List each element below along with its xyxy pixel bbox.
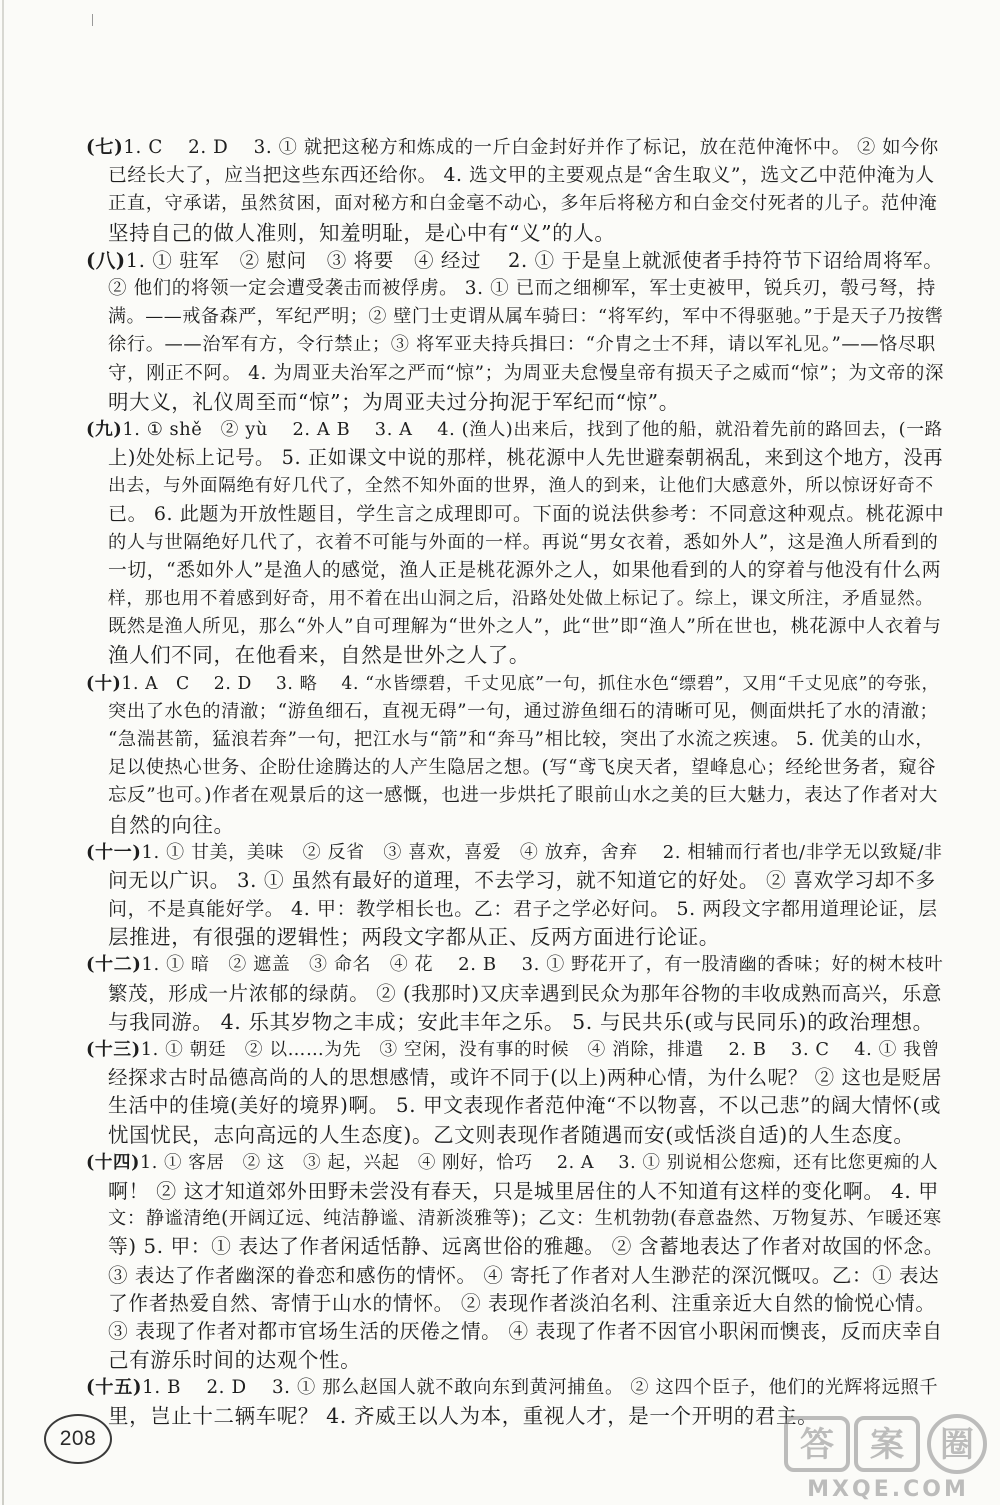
answer-line [108, 782, 944, 810]
answer-text: 文：静谧清绝(开阔辽远、纯洁静谧、清新淡雅等)；乙文：生机勃勃(春意盎然、万物复苏、乍暖还寒 [108, 1208, 942, 1230]
answer-line [108, 1064, 944, 1092]
section-label: (十) [86, 673, 122, 694]
answer-line [86, 1374, 944, 1402]
answer-text: 突出了水色的清澈；“游鱼细石，直视无碍”一句，通过游鱼细石的清晰可见，侧面烘托了水的清澈； [108, 700, 939, 722]
answer-text: ③ 表达了作者幽深的眷恋和感伤的情怀。 ④ 寄托了作者对人生渺茫的深沉慨叹。乙：① 表达 [108, 1263, 940, 1287]
page-number-text: 208 [59, 1427, 97, 1450]
answer-line [86, 1036, 944, 1064]
watermark-char-3: 圈 [940, 1425, 974, 1465]
section-label: (十三) [86, 1039, 141, 1060]
answer-line [108, 1177, 944, 1205]
section-label: (八) [86, 248, 126, 272]
answer-text: 1. ① shě ② yù 2. A B 3. A 4. (渔人)出来后，找到了他的船，就沿着先前的路回去，(一路 [122, 419, 943, 440]
answer-text: 了作者热爱自然、寄情于山水的情怀。 ② 表现作者淡泊名利、注重亲近大自然的愉悦心情。 [108, 1291, 936, 1315]
answer-line [108, 1262, 944, 1290]
answer-text: 1. ① 暗 ② 遮盖 ③ 命名 ④ 花 2. B 3. ① 野花开了，有一股清幽的香味；好的树木枝叶 [141, 954, 944, 976]
section-label: (七) [86, 137, 124, 158]
watermark-char-2: 案 [870, 1425, 904, 1465]
answer-text: 出去，与外面隔绝有好几代了，全然不知外面的世界，渔人的到来，让他们大感意外，所以惊讶好奇不 [108, 476, 934, 497]
binding-edge [2, 0, 4, 1505]
answer-line [108, 698, 944, 726]
answer-line [86, 670, 944, 698]
answer-text: 上)处处标上记号。 5. 正如课文中说的那样，桃花源中人先世避秦朝祸乱，来到这个地方，没再 [108, 446, 944, 470]
answer-line [108, 1008, 944, 1036]
answer-line [108, 557, 944, 585]
answer-line [108, 754, 944, 782]
watermark-logo [780, 1412, 995, 1502]
answer-text: 足以使热心世务、企盼仕途腾达的人产生隐居之想。(写“鸢飞戾天者，望峰息心；经纶世务者，窥谷 [108, 757, 937, 779]
answer-line [86, 416, 944, 444]
answer-text: ③ 表现了作者对都市官场生活的厌倦之情。 ④ 表现了作者不因官小职闲而懊丧，反而庆幸自 [108, 1319, 943, 1343]
answer-line [108, 444, 944, 472]
answer-line [108, 1205, 944, 1233]
answer-text: 己有游乐时间的达观个性。 [108, 1348, 362, 1373]
answer-text: 经探求古时品德高尚的人的思想感情，或许不同于(以上)两种心情，为什么呢？ ② 这也是贬居 [108, 1066, 943, 1090]
answer-section [86, 134, 944, 247]
answer-line [108, 980, 944, 1008]
answer-section [86, 951, 944, 1036]
answer-line [108, 162, 944, 190]
answer-line [108, 1233, 944, 1261]
answer-text: 与我同游。 4. 乐其岁物之丰成；安此丰年之乐。 5. 与民共乐(或与民同乐)的政治理想。 [108, 1009, 934, 1034]
answer-text: 正直，守承诺，虽然贫困，面对秘方和白金毫不动心，多年后将秘方和白金交付死者的儿子。范仲淹 [108, 193, 938, 215]
answer-text: 里，岂止十二辆车呢？ 4. 齐威王以人为本，重视人才，是一个开明的君主。 [108, 1404, 819, 1429]
section-label: (十五) [86, 1377, 143, 1399]
crop-mark [92, 14, 93, 26]
answer-section [86, 1036, 944, 1149]
answer-line [108, 867, 944, 895]
watermark-url: MXQE.COM [807, 1477, 969, 1502]
answer-text: 已。 6. 此题为开放性题目，学生言之成理即可。下面的说法供参考：不同意这种观点。桃花源中 [108, 503, 945, 526]
section-label: (十二) [86, 954, 142, 976]
answer-text: 1. C 2. D 3. ① 就把这秘方和炼成的一斤白金封好并作了标记，放在范仲淹怀中。 ② 如今你 [123, 137, 939, 158]
answer-line [108, 500, 944, 528]
answer-line [108, 726, 944, 754]
answer-line [108, 895, 944, 923]
answer-text: 忘反”也可。)作者在观景后的这一感慨，也进一步烘托了眼前山水之美的巨大魅力，表达了作者对大 [108, 785, 938, 807]
answer-line [108, 472, 944, 500]
section-label: (十四) [86, 1152, 140, 1173]
answer-text: 守，刚正不阿。 4. 为周亚夫治军之严而“惊”；为周亚夫怠慢皇帝有损天子之威而“惊”；为文帝的深 [108, 362, 945, 384]
answer-section [86, 247, 945, 416]
answer-text: 啊！ ② 这才知道郊外田野未尝没有春天，只是城里居住的人不知道有这样的变化啊。 4. 甲 [108, 1178, 939, 1203]
answer-text: 的人与世隔绝好几代了，衣着不可能与外面的一样。再说“男女衣着，悉如外人”，这是渔人所看到的 [108, 531, 939, 553]
answer-line [108, 275, 944, 303]
answer-line [108, 811, 944, 839]
answer-section [86, 1149, 945, 1375]
answer-line [86, 839, 944, 867]
answer-line [108, 1318, 944, 1346]
answer-section [86, 670, 944, 839]
answer-line [108, 388, 944, 416]
answer-text: 繁茂，形成一片浓郁的绿荫。 ② (我那时)又庆幸遇到民众为那年谷物的丰收成熟而高兴，乐意 [108, 981, 943, 1005]
answer-text: 1. ① 驻军 ② 慰问 ③ 将要 ④ 经过 2. ① 于是皇上就派使者手持符节下诏给周将军。 [125, 248, 944, 272]
watermark-char-1: 答 [800, 1425, 834, 1465]
answer-line [108, 360, 944, 388]
answer-text: 既然是渔人所见，那么“外人”自可理解为“世外之人”，此“世”即“渔人”所在世也，桃花源中人衣着与 [108, 616, 942, 638]
answer-text: 已经长大了，应当把这些东西还给你。 4. 选文甲的主要观点是“舍生取义”，选文乙中范仲淹为人 [108, 165, 935, 187]
section-label: (九) [86, 418, 123, 440]
answer-text: 1. B 2. D 3. ① 那么赵国人就不敢向东到黄河捕鱼。 ② 这四个臣子，他们的光辉将远照千 [142, 1377, 939, 1399]
answer-line [108, 219, 944, 247]
answer-text: 一切，“悉如外人”是渔人的感觉，渔人正是桃花源外之人，如果他看到的人的穿着与他没有什么两 [108, 559, 942, 581]
answer-line [86, 247, 944, 275]
answer-section [86, 839, 944, 952]
answer-line [108, 331, 944, 359]
answer-text: 坚持自己的做人准则，知羞明耻，是心中有“义”的人。 [108, 220, 616, 245]
answer-text: 1. ① 甘美，美味 ② 反省 ③ 喜欢，喜爱 ④ 放弃，舍弃 2. 相辅而行者也/非学无以致疑/非 [141, 841, 943, 863]
answer-line [86, 1149, 944, 1177]
answer-text: 渔人们不同，在他看来，自然是世外之人了。 [108, 643, 530, 668]
answer-text: 满。——戒备森严，军纪严明；② 壁门士吏谓从属车骑曰：“将军约，军中不得驱驰。”于是天子乃按辔 [108, 306, 944, 328]
answer-text: 等) 5. 甲：① 表达了作者闲适恬静、远离世俗的雅趣。 ② 含蓄地表达了作者对故国的怀念。 [108, 1235, 945, 1259]
answer-text: 1. A C 2. D 3. 略 4. “水皆缥碧，千丈见底”一句，抓住水色“缥碧”，又用“千丈见底”的夸张， [121, 673, 940, 694]
answer-text: 样，那也用不着感到好奇，用不着在出山洞之后，沿路处处做上标记了。综上，课文所注，矛盾显然。 [108, 589, 934, 609]
answer-line [108, 1290, 944, 1318]
answer-text: 1. ① 朝廷 ② 以……为先 ③ 空闲，没有事的时候 ④ 消除，排遣 2. B 3. C 4. ① 我曾 [140, 1040, 940, 1060]
answer-line [108, 1092, 944, 1120]
answer-text: 层推进，有很强的逻辑性；两段文字都从正、反两方面进行论证。 [108, 925, 720, 950]
answer-line [108, 303, 944, 331]
answer-text: 徐行。——治军有方，令行禁止；③ 将军亚夫持兵揖曰：“介胄之士不拜，请以军礼见。”——恪尽职 [108, 334, 936, 356]
answer-line [108, 1121, 944, 1149]
page-number [44, 1414, 112, 1464]
answer-line [108, 613, 944, 641]
answer-text: 自然的向往。 [108, 812, 235, 837]
answer-text: 明大义，礼仪周至而“惊”；为周亚夫过分拘泥于军纪而“惊”。 [108, 389, 680, 414]
answer-text: 问无以广识。 3. ① 虽然有最好的道理，不去学习，就不知道它的好处。 ② 喜欢学习却不多 [108, 868, 936, 892]
answer-text: “急湍甚箭，猛浪若奔”一句，把江水与“箭”和“奔马”相比较，突出了水流之疾速。 5. 优美的山水， [108, 728, 935, 750]
answer-text: 问，不是真能好学。 4. 甲：教学相长也。乙：君子之学必好问。 5. 两段文字都用道理论证，层 [108, 898, 938, 921]
answer-text: 1. ① 客居 ② 这 ③ 起，兴起 ④ 刚好，恰巧 2. A 3. ① 别说相公您痴，还有比您更痴的人 [139, 1152, 939, 1173]
answer-line [108, 529, 944, 557]
answer-content [86, 134, 945, 1431]
answer-text: 忧国忧民，志向高远的人生态度)。乙文则表现作者随遇而安(或恬淡自适)的人生态度。 [108, 1122, 915, 1147]
answer-line [108, 1346, 944, 1374]
answer-text: ② 他们的将领一定会遭受袭击而被俘虏。 3. ① 已而之细柳军，军士吏被甲，锐兵刃，彀弓弩，持 [108, 277, 936, 299]
answer-line [86, 134, 944, 162]
answer-line [108, 585, 944, 613]
answer-line [86, 951, 944, 979]
section-label: (十一) [86, 841, 142, 863]
answer-line [108, 923, 944, 951]
answer-line [108, 641, 944, 669]
answer-line [108, 190, 944, 218]
answer-text: 生活中的佳境(美好的境界)啊。 5. 甲文表现作者范仲淹“不以物喜，不以己悲”的阔大情怀(或 [108, 1094, 942, 1118]
answer-section [86, 416, 945, 670]
